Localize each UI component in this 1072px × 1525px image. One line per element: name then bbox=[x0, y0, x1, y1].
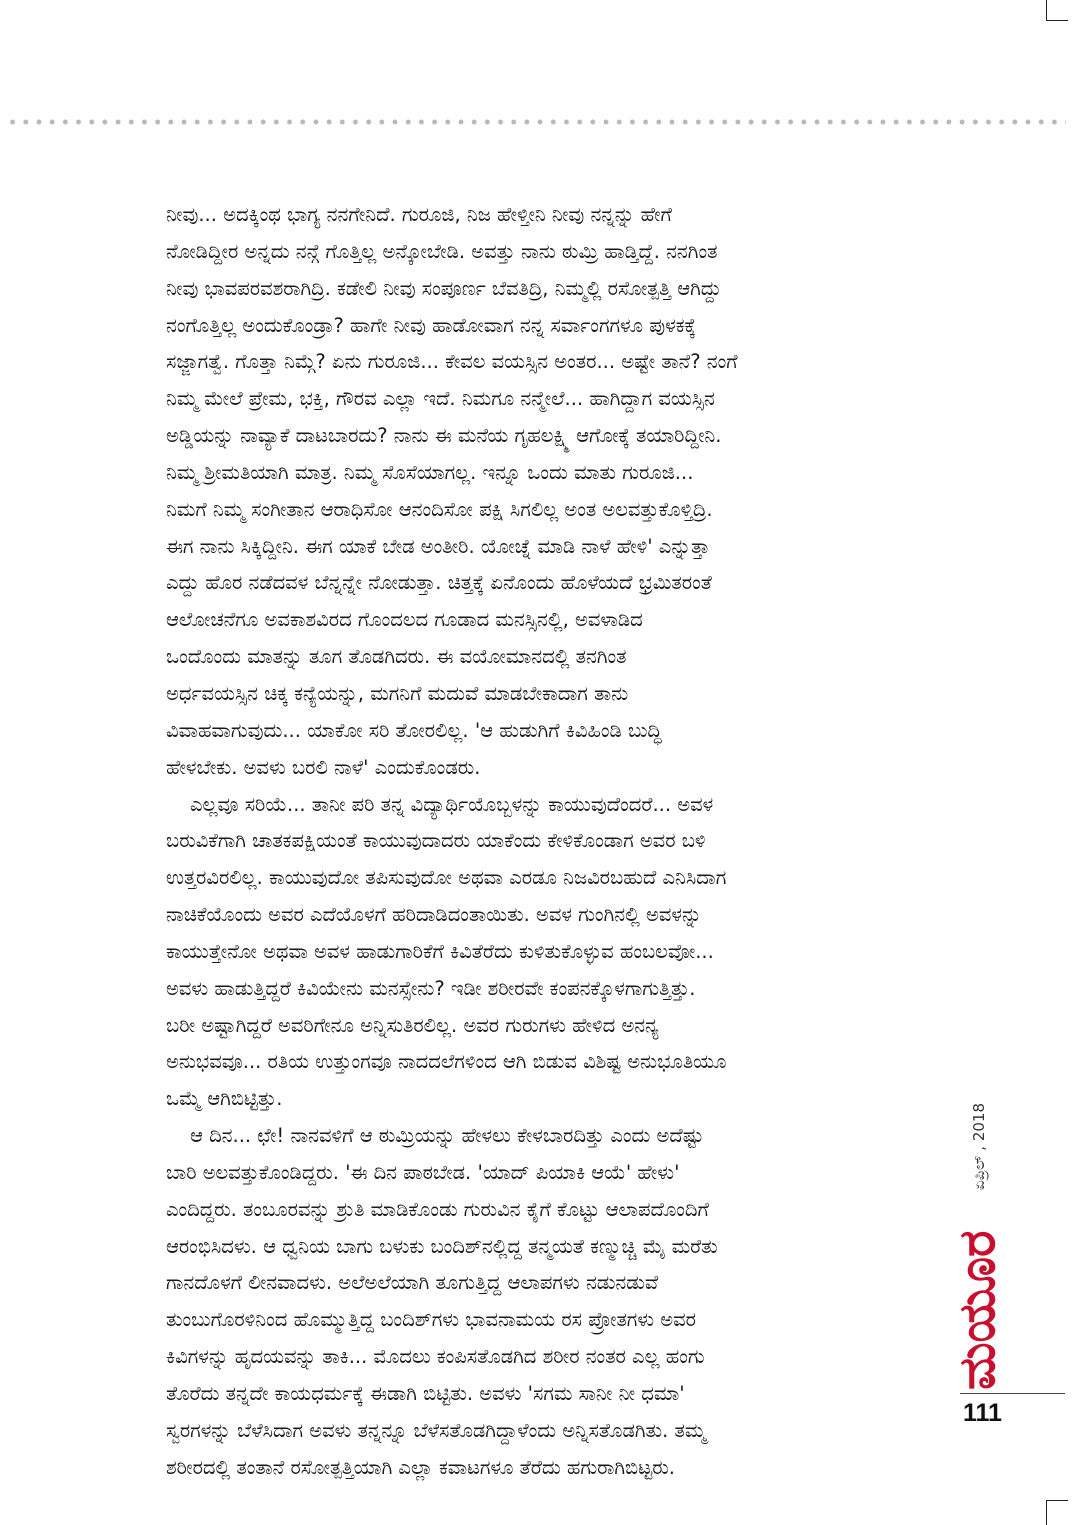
article-line: ಸಜ್ಜಾಗತ್ವೆ. ಗೊತ್ತಾ ನಿಮ್ಗೆ? ಏನು ಗುರೂಜಿ... ಕೇವಲ ವಯಸ್ಸಿನ ಅಂತರ... ಅಷ್ಟೇ ತಾನೆ? ನಂಗೆ bbox=[166, 350, 738, 374]
crop-mark-top-right bbox=[1046, 0, 1047, 20]
article-line: ತೊರೆದು ತನ್ನದೇ ಕಾಯಧರ್ಮಕ್ಕೆ ಈಡಾಗಿ ಬಿಟ್ಟಿತು. ಅವಳು 'ಸಗಮ ಸಾನೀ ನೀ ಧಮಾ' bbox=[166, 1382, 685, 1405]
article-line: ಹೇಳಬೇಕು. ಅವಳು ಬರಲಿ ನಾಳೆ' ಎಂದುಕೊಂಡರು. bbox=[166, 755, 481, 779]
article-line: ಶರೀರದಲ್ಲಿ ತಂತಾನೆ ರಸೋತ್ಪತ್ತಿಯಾಗಿ ಎಲ್ಲಾ ಕವಾಟಗಳೂ ತೆರೆದು ಹಗುರಾಗಿಬಿಟ್ಟರು. bbox=[166, 1455, 675, 1479]
article-line: ಒಂದೊಂದು ಮಾತನ್ನು ತೂಗ ತೊಡಗಿದರು. ಈ ವಯೋಮಾನದಲ್ಲಿ ತನಗಿಂತ bbox=[166, 645, 627, 669]
crop-mark-top-right-h bbox=[1046, 20, 1068, 21]
article-line: ತುಂಬುಗೊರಳಿನಿಂದ ಹೊಮ್ಮುತ್ತಿದ್ದ ಬಂದಿಶ್‌ಗಳು ಭಾವನಾಮಯ ರಸ ಪ್ರೋತಗಳು ಅವರ bbox=[166, 1308, 696, 1332]
article-line: ಉತ್ತರವಿರಲಿಲ್ಲ. ಕಾಯುವುದೋ ತಪಿಸುವುದೋ ಅಥವಾ ಎರಡೂ ನಿಜವಿರಬಹುದೆ ಎನಿಸಿದಾಗ bbox=[166, 866, 727, 890]
article-line: ನೀವು ಭಾವಪರವಶರಾಗಿದ್ರಿ. ಕಡೇಲಿ ನೀವು ಸಂಪೂರ್ಣ ಬೆವತಿದ್ರಿ, ನಿಮ್ಮಲ್ಲಿ ರಸೋತ್ಪತ್ತಿ ಆಗಿದ್ದು bbox=[166, 276, 722, 300]
article-line: ಆರಂಭಿಸಿದಳು. ಆ ಧ್ವನಿಯ ಬಾಗು ಬಳುಕು ಬಂದಿಶ್‌ನಲ್ಲಿದ್ದ ತನ್ಮಯತೆ ಕಣ್ಮುಚ್ಚಿ ಮೈ ಮರೆತು bbox=[166, 1234, 718, 1258]
article-line: ಆಲೋಚನೆಗೂ ಅವಕಾಶವಿರದ ಗೊಂದಲದ ಗೂಡಾದ ಮನಸ್ಸಿನಲ್ಲಿ, ಅವಳಾಡಿದ bbox=[166, 608, 643, 632]
article-line: ಕಾಯುತ್ತೇನೋ ಅಥವಾ ಅವಳ ಹಾಡುಗಾರಿಕೆಗೆ ಕಿವಿತೆರೆದು ಕುಳಿತುಕೊಳ್ಳುವ ಹಂಬಲವೋ... bbox=[166, 939, 714, 963]
article-line: ಅವಳು ಹಾಡುತ್ತಿದ್ದರೆ ಕಿವಿಯೇನು ಮನಸ್ಸೇನು? ಇಡೀ ಶರೀರವೇ ಕಂಪನಕ್ಕೊಳಗಾಗುತ್ತಿತ್ತು. bbox=[166, 976, 696, 1000]
article-line: ನಿಮ್ಮ ಶ್ರೀಮತಿಯಾಗಿ ಮಾತ್ರ. ನಿಮ್ಮ ಸೊಸೆಯಾಗಲ್ಲ. ಇನ್ನೂ ಒಂದು ಮಾತು ಗುರೂಜಿ... bbox=[166, 460, 694, 484]
article-line: ಬಾರಿ ಅಲವತ್ತುಕೊಂಡಿದ್ದರು. 'ಈ ದಿನ ಪಾಠಬೇಡ. 'ಯಾದ್ ಪಿಯಾಕಿ ಆಯೆ' ಹೇಳು' bbox=[166, 1160, 680, 1184]
article-line: ಎಲ್ಲವೂ ಸರಿಯೆ... ತಾನೀ ಪರಿ ತನ್ನ ವಿದ್ಯಾರ್ಥಿಯೊಬ್ಬಳನ್ನು ಕಾಯುವುದೆಂದರೆ... ಅವಳ bbox=[190, 792, 714, 816]
article-line: ನಾಚಿಕೆಯೊಂದು ಅವರ ಎದೆಯೊಳಗೆ ಹರಿದಾಡಿದಂತಾಯಿತು. ಅವಳ ಗುಂಗಿನಲ್ಲಿ ಅವಳನ್ನು bbox=[166, 903, 702, 927]
article-line: ನೋಡಿದ್ದೀರ ಅನ್ನದು ನನ್ಗೆ ಗೊತ್ತಿಲ್ಲ ಅನ್ಕೋಬೇಡಿ. ಅವತ್ತು ನಾನು ಠುಮ್ರಿ ಹಾಡ್ತಿದ್ದೆ. ನನಗಿಂತ bbox=[166, 239, 718, 263]
article-line: ಅನುಭವವೂ... ರತಿಯ ಉತ್ತುಂಗವೂ ನಾದದಲೆಗಳಿಂದ ಆಗಿ ಬಿಡುವ ವಿಶಿಷ್ಟ ಅನುಭೂತಿಯೂ bbox=[166, 1050, 727, 1074]
article-line: ಗಾನದೊಳಗೆ ಲೀನವಾದಳು. ಅಲೆಅಲೆಯಾಗಿ ತೂಗುತ್ತಿದ್ದ ಆಲಾಪಗಳು ನಡುನಡುವೆ bbox=[166, 1271, 659, 1295]
article-line: ಈಗ ನಾನು ಸಿಕ್ಕಿದ್ದೀನಿ. ಈಗ ಯಾಕೆ ಬೇಡ ಅಂತೀರಿ. ಯೋಚ್ನೆ ಮಾಡಿ ನಾಳೆ ಹೇಳಿ' ಎನ್ನುತ್ತಾ bbox=[166, 534, 710, 558]
article-line: ಬರುವಿಕೆಗಾಗಿ ಚಾತಕಪಕ್ಷಿಯಂತೆ ಕಾಯುವುದಾದರು ಯಾಕೆಂದು ಕೇಳಿಕೊಂಡಾಗ ಅವರ ಬಳಿ bbox=[166, 829, 706, 853]
article-line: ಎದ್ದು ಹೊರ ನಡೆದವಳ ಬೆನ್ನನ್ನೇ ನೋಡುತ್ತಾ. ಚಿತ್ತಕ್ಕೆ ಏನೊಂದು ಹೊಳೆಯದೆ ಭ್ರಮಿತರಂತೆ bbox=[166, 571, 712, 595]
footer-rule bbox=[960, 1393, 1065, 1394]
article-line: ಬರೀ ಅಷ್ಟಾಗಿದ್ದರೆ ಅವರಿಗೇನೂ ಅನ್ನಿಸುತಿರಲಿಲ್ಲ. ಅವರ ಗುರುಗಳು ಹೇಳಿದ ಅನನ್ಯ bbox=[166, 1013, 659, 1037]
crop-mark-bottom-right bbox=[1046, 1500, 1047, 1525]
article-line: ಒಮ್ಮೆ ಆಗಿಬಿಟ್ಟಿತ್ತು. bbox=[166, 1087, 283, 1111]
article-line: ಆ ದಿನ... ಛೇ! ನಾನವಳಿಗೆ ಆ ಠುಮ್ರಿಯನ್ನು ಹೇಳಲು ಕೇಳಬಾರದಿತ್ತು ಎಂದು ಅದೆಷ್ಟು bbox=[190, 1124, 704, 1148]
article-line: ಎಂದಿದ್ದರು. ತಂಬೂರವನ್ನು ಶ್ರುತಿ ಮಾಡಿಕೊಂಡು ಗುರುವಿನ ಕೈಗೆ ಕೊಟ್ಟು ಆಲಾಪದೊಂದಿಗೆ bbox=[166, 1197, 709, 1221]
crop-mark-bottom-right-h bbox=[1046, 1500, 1068, 1501]
article-line: ನಂಗೊತ್ತಿಲ್ಲ ಅಂದುಕೊಂಡ್ರಾ? ಹಾಗೇ ನೀವು ಹಾಡೋವಾಗ ನನ್ನ ಸರ್ವಾಂಗಗಳೂ ಪುಳಕಕ್ಕೆ bbox=[166, 313, 696, 337]
magazine-logo: ಮಯೂರ bbox=[948, 1230, 1006, 1390]
article-line: ಅರ್ಧವಯಸ್ಸಿನ ಚಿಕ್ಕ ಕನ್ಯೆಯನ್ನು, ಮಗನಿಗೆ ಮದುವೆ ಮಾಡಬೇಕಾದಾಗ ತಾನು bbox=[166, 681, 629, 705]
article-line: ನಿಮಗೆ ನಿಮ್ಮ ಸಂಗೀತಾನ ಆರಾಧಿಸೋ ಆನಂದಿಸೋ ಪಕ್ಷಿ ಸಿಗಲಿಲ್ಲ ಅಂತ ಅಲವತ್ತುಕೊಳ್ತಿದ್ರಿ. bbox=[166, 497, 713, 521]
article-line: ನೀವು... ಅದಕ್ಕಿಂಥ ಭಾಗ್ಯ ನನಗೇನಿದೆ. ಗುರೂಜಿ, ನಿಜ ಹೇಳ್ತೀನಿ ನೀವು ನನ್ನನ್ನು ಹೇಗೆ bbox=[166, 203, 672, 226]
article-body bbox=[166, 197, 918, 1487]
page-number: 111 bbox=[963, 1399, 1002, 1427]
article-line: ಕಿವಿಗಳನ್ನು ಹೃದಯವನ್ನು ತಾಕಿ... ಮೊದಲು ಕಂಪಿಸತೊಡಗಿದ ಶರೀರ ನಂತರ ಎಲ್ಲ ಹಂಗು bbox=[166, 1345, 705, 1369]
article-line: ಸ್ವರಗಳನ್ನು ಬೆಳೆಸಿದಾಗ ಅವಳು ತನ್ನನ್ನೂ ಬೆಳೆಸತೊಡಗಿದ್ದಾಳೆಂದು ಅನ್ನಿಸತೊಡಗಿತು. ತಮ್ಮ bbox=[166, 1418, 707, 1442]
article-line: ನಿಮ್ಮ ಮೇಲೆ ಪ್ರೇಮ, ಭಕ್ತಿ, ಗೌರವ ಎಲ್ಲಾ ಇದೆ. ನಿಮಗೂ ನನ್ಮೇಲೆ... ಹಾಗಿದ್ದಾಗ ವಯಸ್ಸಿನ bbox=[166, 387, 715, 411]
dotted-divider bbox=[6, 118, 1066, 126]
article-line: ಅಡ್ಡಿಯನ್ನು ನಾವ್ಯಾಕೆ ದಾಟಬಾರದು? ನಾನು ಈ ಮನೆಯ ಗೃಹಲಕ್ಷ್ಮಿ ಆಗೋಕ್ಕೆ ತಯಾರಿದ್ದೀನಿ. bbox=[166, 424, 722, 448]
article-line: ವಿವಾಹವಾಗುವುದು... ಯಾಕೋ ಸರಿ ತೋರಲಿಲ್ಲ. 'ಆ ಹುಡುಗಿಗೆ ಕಿವಿಹಿಂಡಿ ಬುದ್ಧಿ bbox=[166, 718, 662, 742]
issue-date: ಏಪ್ರಿಲ್ , 2018 bbox=[970, 1102, 988, 1190]
